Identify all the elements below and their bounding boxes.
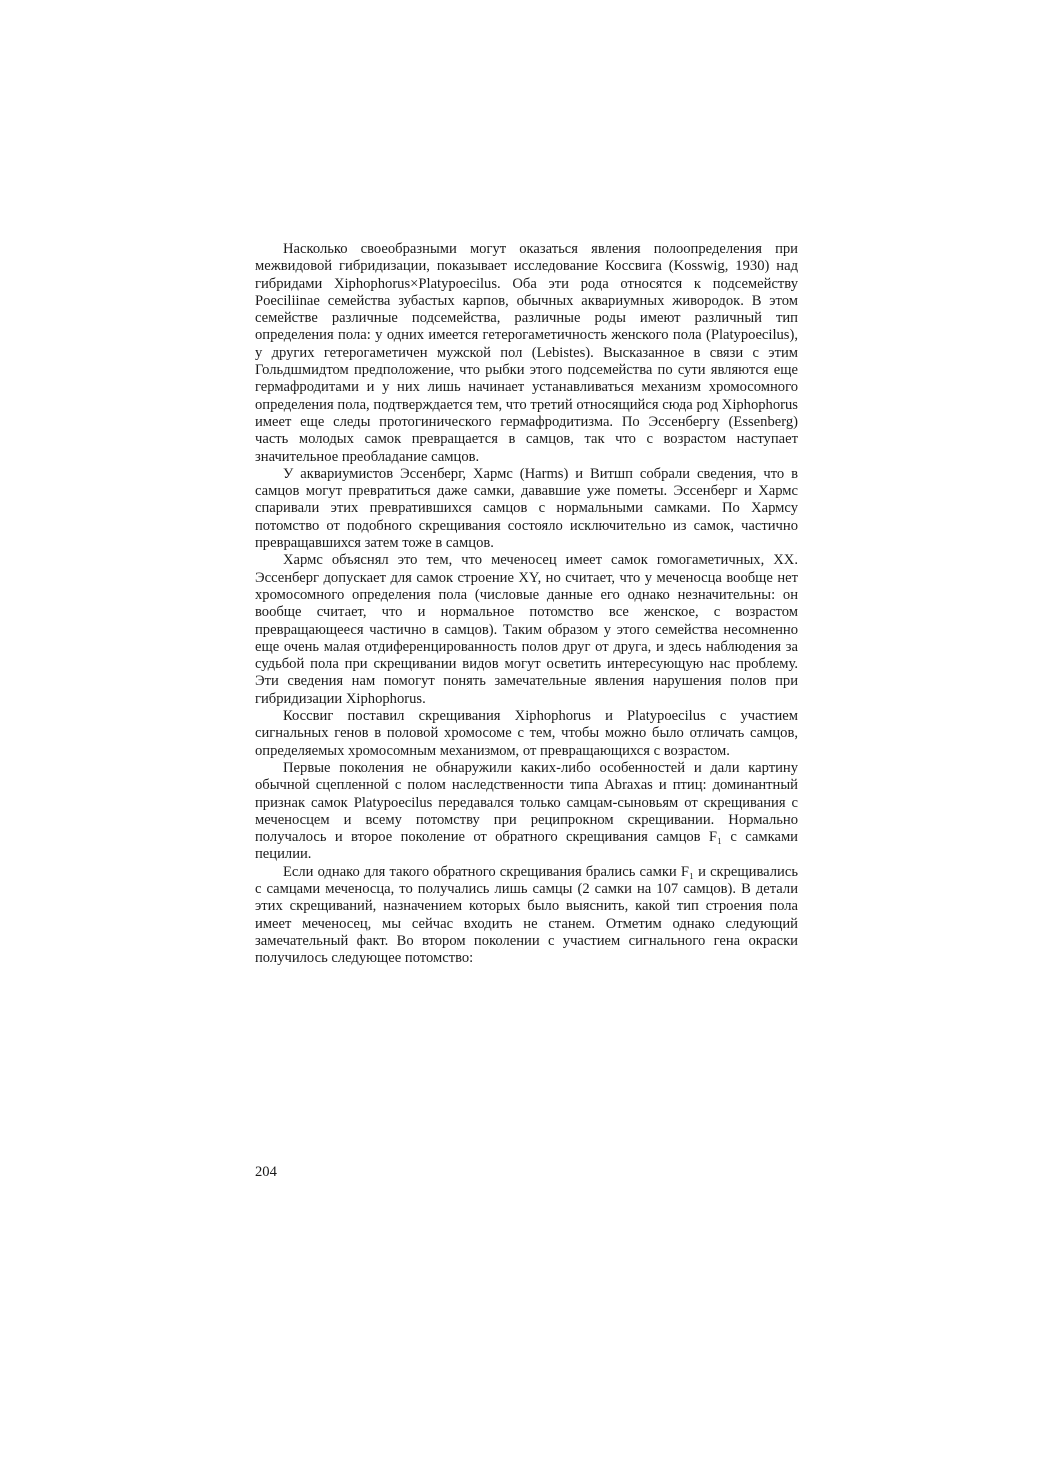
paragraph: Насколько своеобразными могут оказаться явления полоопределения при межвидовой гибридизации, показывает исследование Коссвига (Kosswig, 1930) над гибридами Xiphophorus×Platypoecilus. Оба эти рода относятся к подсемейству Poeciliinae семейства зубастых карпов, обычных аквариумных живородок. В этом семействе различные подсемейства, различные роды имеют различный тип определения пола: у одних имеется гетерогаметичность женского пола (Platypoecilus), у других гетерогаметичен мужской пол (Lebistes). Высказанное в связи с этим Гольдшмидтом предположение, что рыбки этого подсемейства по сути являются еще гермафродитами и у них лишь начинает устанавливаться механизм хромосомного определения пола, подтверждается тем, что третий относящийся сюда род Xiphophorus имеет еще следы протогинического гермафродитизма. По Эссенбергу (Essenberg) часть молодых самок превращается в самцов, так что с возрастом наступает значительное преобладание самцов. [255,241,798,465]
paragraph: Хармс объяснял это тем, что меченосец имеет самок гомогаметичных, XX. Эссенберг допускает для самок строение XY, но считает, что у меченосца вообще нет хромосомного определения пола (числовые данные его однако незначительны: он вообще считает, что и нормальное потомство все женское, с возрастом превращающееся частично в самцов). Таким образом у этого семейства несомненно еще очень малая отдиференцированность полов друг от друга, и здесь наблюдения за судьбой пола при скрещивании видов могут осветить интересующую нас проблему. Эти сведения нам помогут понять замечательные явления нарушения полов при гибридизации Xiphophorus. [255,552,798,707]
body-text [255,241,798,967]
paragraph: Первые поколения не обнаружили каких-либо особенностей и дали картину обычной сцепленной с полом наследственности типа Abraxas и птиц: доминантный признак самок Platypoecilus передавался только самцам-сыновьям от скрещивания с меченосцем и всему потомству при реципрокном скрещивании. Нормально получалось и второе поколение от обратного скрещивания самцов F₁ с самками пецилии. [255,759,798,863]
paragraph: Коссвиг поставил скрещивания Xiphophorus и Platypoecilus с участием сигнальных генов в половой хромосоме с тем, чтобы можно было отличать самцов, определяемых хромосомным механизмом, от превращающихся с возрастом. [255,708,798,759]
paragraph: Если однако для такого обратного скрещивания брались самки F₁ и скрещивались с самцами меченосца, то получались лишь самцы (2 самки на 107 самцов). В детали этих скрещиваний, назначением которых было выяснить, какой тип строения пола имеет меченосец, мы сейчас входить не станем. Отметим однако следующий замечательный факт. Во втором поколении с участием сигнального гена окраски получилось следующее потомство: [255,863,798,967]
page-number: 204 [255,1164,277,1180]
paragraph: У аквариумистов Эссенберг, Хармс (Harms) и Витшп собрали сведения, что в самцов могут превратиться даже самки, дававшие уже пометы. Эссенберг и Хармс спаривали этих превратившихся самцов с нормальными самками. По Хармсу потомство от подобного скрещивания состояло исключительно из самок, частично превращавшихся затем тоже в самцов. [255,465,798,552]
